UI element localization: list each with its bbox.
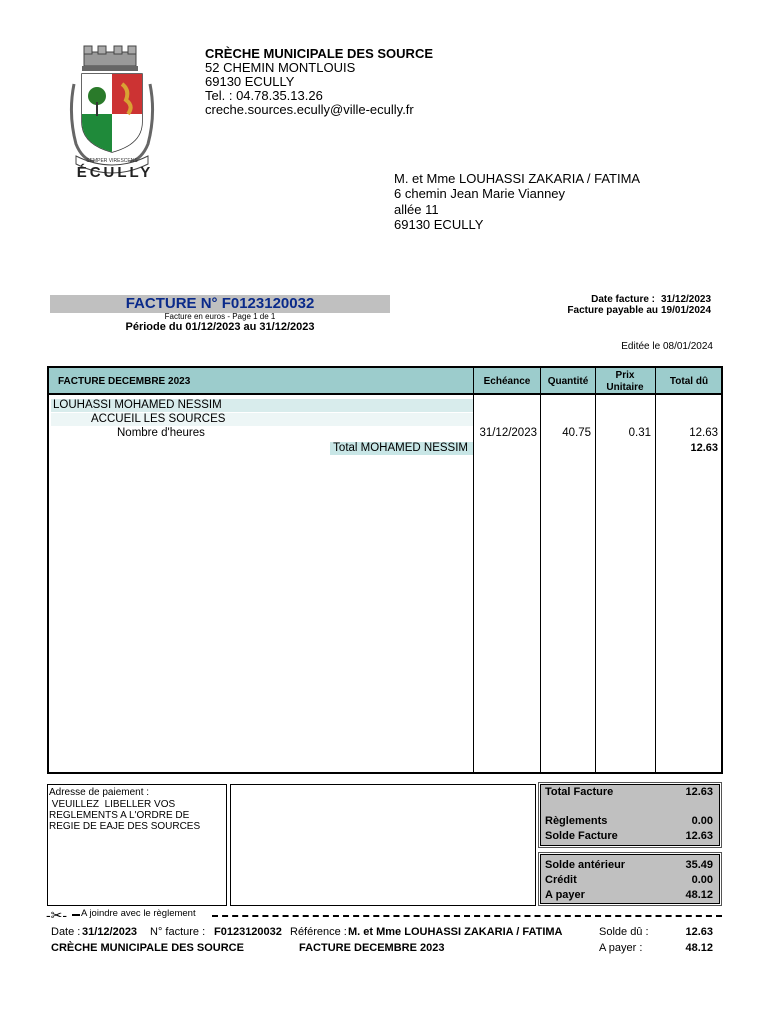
stub-reference-label: Référence : [290,926,347,938]
table-header-unit-price: Prix Unitaire [606,369,644,393]
invoice-date-label: Date facture : [591,294,655,305]
subtotal-label: Total MOHAMED NESSIM [333,442,468,454]
creche-address-line2: 69130 ECULLY [205,74,295,89]
invoice-title: FACTURE N° F0123120032 [125,295,315,312]
table-header-total-due: Total dû [669,375,709,387]
solde-facture-value: 12.63 [685,830,713,842]
creche-address-line1: 52 CHEMIN MONTLOUIS [205,60,356,75]
recipient-name: M. et Mme LOUHASSI ZAKARIA / FATIMA [394,171,641,186]
table-header-due-date: Echéance [483,375,531,387]
logo-motto: SEMPER VIRESCENS [86,158,138,164]
payment-address-label: Adresse de paiement : [49,787,150,798]
stub-facture-name: FACTURE DECEMBRE 2023 [299,942,445,954]
reglements-value: 0.00 [691,815,713,827]
payment-line2: REGLEMENTS A L'ORDRE DE [49,810,190,821]
solde-anterieur-label: Solde antérieur [545,859,626,871]
creche-email: creche.sources.ecully@ville-ecully.fr [205,102,414,117]
table-header-description: FACTURE DECEMBRE 2023 [58,375,191,387]
creche-phone: Tel. : 04.78.35.13.26 [205,88,323,103]
credit-value: 0.00 [691,874,713,886]
line-total: 12.63 [689,427,718,439]
invoice-subtitle: Facture en euros - Page 1 de 1 [164,312,276,321]
stub-date-value: 31/12/2023 [82,926,138,938]
payment-line1: VEUILLEZ LIBELLER VOS [49,799,176,810]
stub-invoice-number-value: F0123120032 [214,926,282,938]
child-name: LOUHASSI MOHAMED NESSIM [53,399,222,411]
total-facture-value: 12.63 [685,786,713,798]
creche-name: CRÈCHE MUNICIPALE DES SOURCE [205,46,434,61]
cut-dashed-line [212,915,722,917]
payment-line3: REGIE DE EAJE DES SOURCES [49,821,201,832]
blank-notes-box [230,784,536,906]
line-quantity: 40.75 [562,427,591,439]
logo-town-name: ÉCULLY [76,164,154,181]
invoice-period: Période du 01/12/2023 au 31/12/2023 [125,321,315,333]
stub-creche-name: CRÈCHE MUNICIPALE DES SOURCE [51,942,244,954]
line-unit-price: 0.31 [628,427,651,439]
stub-solde-label: Solde dû : [599,926,649,938]
scissors-icon: -✂- [46,907,68,923]
invoice-payable-label: Facture payable au [567,305,658,316]
stub-date-label: Date : [51,926,81,938]
solde-anterieur-value: 35.49 [685,859,713,871]
stub-apayer-value: 48.12 [685,942,713,954]
ecully-coat-of-arms-logo [66,44,158,189]
stub-invoice-number-label: N° facture : [150,926,206,938]
solde-facture-label: Solde Facture [545,830,618,842]
invoice-payable-value: 19/01/2024 [661,305,712,316]
line-due-date: 31/12/2023 [479,427,537,439]
stub-apayer-label: A payer : [599,942,643,954]
stub-solde-value: 12.63 [685,926,713,938]
stub-reference-value: M. et Mme LOUHASSI ZAKARIA / FATIMA [348,926,563,938]
credit-label: Crédit [545,874,577,886]
cut-note: A joindre avec le règlement [81,908,196,919]
a-payer-label: A payer [545,889,585,901]
invoice-date-value: 31/12/2023 [661,294,712,305]
total-facture-label: Total Facture [545,786,614,798]
invoice-edited-date: Editée le 08/01/2024 [621,341,713,352]
table-header-quantity: Quantité [547,375,589,387]
subtotal-total: 12.63 [690,442,718,454]
recipient-address-line1: 6 chemin Jean Marie Vianney [394,186,566,201]
a-payer-value: 48.12 [685,889,713,901]
service-name: ACCUEIL LES SOURCES [91,413,226,425]
recipient-address-line3: 69130 ECULLY [394,217,484,232]
reglements-label: Règlements [545,815,608,827]
line-label: Nombre d'heures [117,427,205,439]
recipient-address-line2: allée 11 [394,202,439,217]
